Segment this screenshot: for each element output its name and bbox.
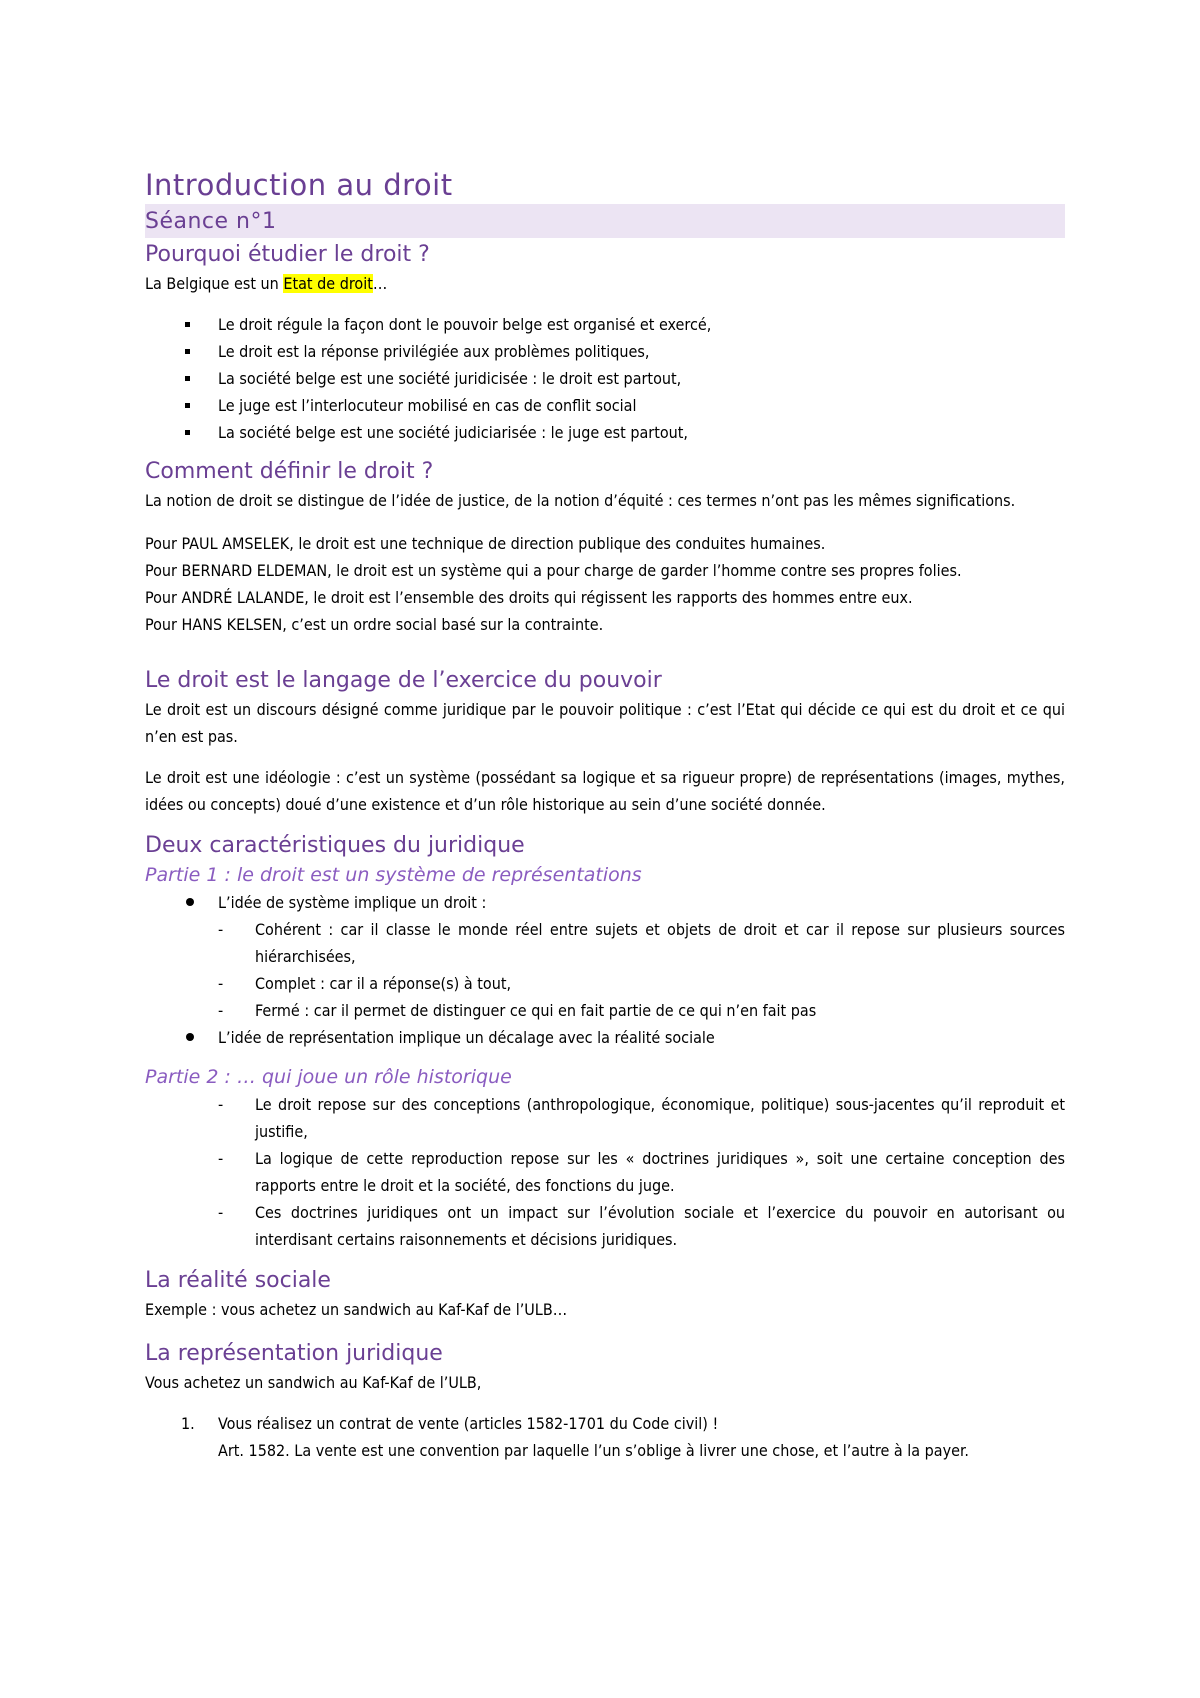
reasons-list [145, 311, 1065, 446]
sub-list-item-text: Cohérent : car il classe le monde réel entre sujets et objets de droit et car il repose sur plusieurs sources hiérarchisées, [255, 920, 1065, 966]
dot-bullet-icon [186, 898, 194, 906]
dot-bullet-icon [186, 1033, 194, 1041]
document-page [145, 168, 1065, 1464]
list-item-text: Le droit est la réponse privilégiée aux problèmes politiques, [218, 342, 650, 361]
definition-kelsen: Pour HANS KELSEN, c’est un ordre social basé sur la contrainte. [145, 615, 604, 634]
section-heading-langage: Le droit est le langage de l’exercice du pouvoir [145, 668, 662, 693]
list-item-text: Le juge est l’interlocuteur mobilisé en cas de conflit social [218, 396, 637, 415]
list-item-text: Le droit régule la façon dont le pouvoir belge est organisé et exercé, [218, 315, 712, 334]
dash-bullet-icon: - [218, 1149, 224, 1168]
highlighted-term: Etat de droit [283, 274, 373, 293]
intro-text: La Belgique est un [145, 274, 284, 293]
paragraph: Le droit est une idéologie : c’est un système (possédant sa logique et sa rigueur propre) de représentations (images, mythes, idées ou concepts) doué d’une existence et d’un rôle historique au sein d’une société donnée. [145, 768, 1065, 814]
dash-bullet-icon: - [218, 1203, 224, 1222]
definition-amselek: Pour PAUL AMSELEK, le droit est une technique de direction publique des conduites humaines. [145, 534, 826, 553]
subsection-heading-partie-2: Partie 2 : … qui joue un rôle historique [145, 1066, 512, 1088]
list-item-line: Vous réalisez un contrat de vente (articles 1582-1701 du Code civil) ! [218, 1414, 719, 1433]
definition-eldeman: Pour BERNARD ELDEMAN, le droit est un système qui a pour charge de garder l’homme contre ses propres folies. [145, 561, 962, 580]
dash-bullet-icon: - [218, 920, 224, 939]
definition-lalande: Pour ANDRÉ LALANDE, le droit est l’ensemble des droits qui régissent les rapports des hommes entre eux. [145, 588, 913, 607]
dash-bullet-icon: - [218, 1001, 224, 1020]
paragraph: Le droit est un discours désigné comme juridique par le pouvoir politique : c’est l’Etat qui décide ce qui est du droit et ce qui n’en est pas. [145, 700, 1065, 746]
list-item [145, 338, 1065, 365]
list-item [145, 419, 1065, 446]
sub-list-item [218, 916, 1065, 970]
article-quote: Art. 1582. La vente est une convention par laquelle l’un s’oblige à livrer une chose, et l’autre à la payer. [218, 1441, 969, 1460]
list-item [145, 365, 1065, 392]
list-number: 1. [181, 1414, 195, 1433]
list-item-text: La logique de cette reproduction repose sur les « doctrines juridiques », soit une certaine conception des rapports entre le droit et la société, des fonctions du juge. [255, 1149, 1065, 1195]
list-item-text: La société belge est une société juridicisée : le droit est partout, [218, 369, 682, 388]
paragraph: La notion de droit se distingue de l’idée de justice, de la notion d’équité : ces termes n’ont pas les mêmes significations. [145, 491, 1016, 510]
list-item-text: La société belge est une société judiciarisée : le juge est partout, [218, 423, 688, 442]
list-item [145, 889, 1065, 1024]
dash-bullet-icon: - [218, 974, 224, 993]
section-heading-caracteristiques: Deux caractéristiques du juridique [145, 833, 525, 858]
square-bullet-icon [185, 403, 190, 408]
square-bullet-icon [185, 430, 190, 435]
list-item-text: Ces doctrines juridiques ont un impact sur l’évolution sociale et l’exercice du pouvoir en autorisant ou interdisant certains raisonnements et décisions juridiques. [255, 1203, 1065, 1249]
sub-list-item-text: Complet : car il a réponse(s) à tout, [255, 974, 512, 993]
sub-list-item [218, 997, 1065, 1024]
sub-list-item [218, 970, 1065, 997]
numbered-list-item [145, 1410, 1065, 1464]
sub-list [218, 916, 1065, 1024]
numbered-list [145, 1410, 1065, 1464]
list-item [145, 1091, 1065, 1145]
list-item-text: L’idée de représentation implique un décalage avec la réalité sociale [218, 1028, 715, 1047]
seance-heading: Séance n°1 [145, 204, 1065, 238]
section-heading-pourquoi: Pourquoi étudier le droit ? [145, 242, 430, 267]
sub-list-item-text: Fermé : car il permet de distinguer ce qui en fait partie de ce qui n’en fait pas [255, 1001, 817, 1020]
square-bullet-icon [185, 349, 190, 354]
square-bullet-icon [185, 376, 190, 381]
document-title: Introduction au droit [145, 168, 453, 202]
subsection-heading-partie-1: Partie 1 : le droit est un système de représentations [145, 864, 642, 886]
partie-2-list [145, 1091, 1065, 1253]
paragraph: Exemple : vous achetez un sandwich au Kaf-Kaf de l’ULB… [145, 1300, 568, 1319]
intro-paragraph [145, 270, 1065, 297]
list-item [145, 1145, 1065, 1199]
list-item-text: L’idée de système implique un droit : [218, 893, 487, 912]
dash-bullet-icon: - [218, 1095, 224, 1114]
partie-1-list [145, 889, 1065, 1051]
square-bullet-icon [185, 322, 190, 327]
list-item-text: Le droit repose sur des conceptions (anthropologique, économique, politique) sous-jacentes qu’il reproduit et justifie, [255, 1095, 1065, 1141]
section-heading-realite: La réalité sociale [145, 1268, 331, 1293]
list-item [145, 311, 1065, 338]
section-heading-representation: La représentation juridique [145, 1341, 443, 1366]
paragraph: Vous achetez un sandwich au Kaf-Kaf de l’ULB, [145, 1373, 482, 1392]
list-item [145, 392, 1065, 419]
intro-ellipsis: … [372, 274, 388, 293]
list-item [145, 1199, 1065, 1253]
list-item [145, 1024, 1065, 1051]
section-heading-definir: Comment définir le droit ? [145, 459, 434, 484]
